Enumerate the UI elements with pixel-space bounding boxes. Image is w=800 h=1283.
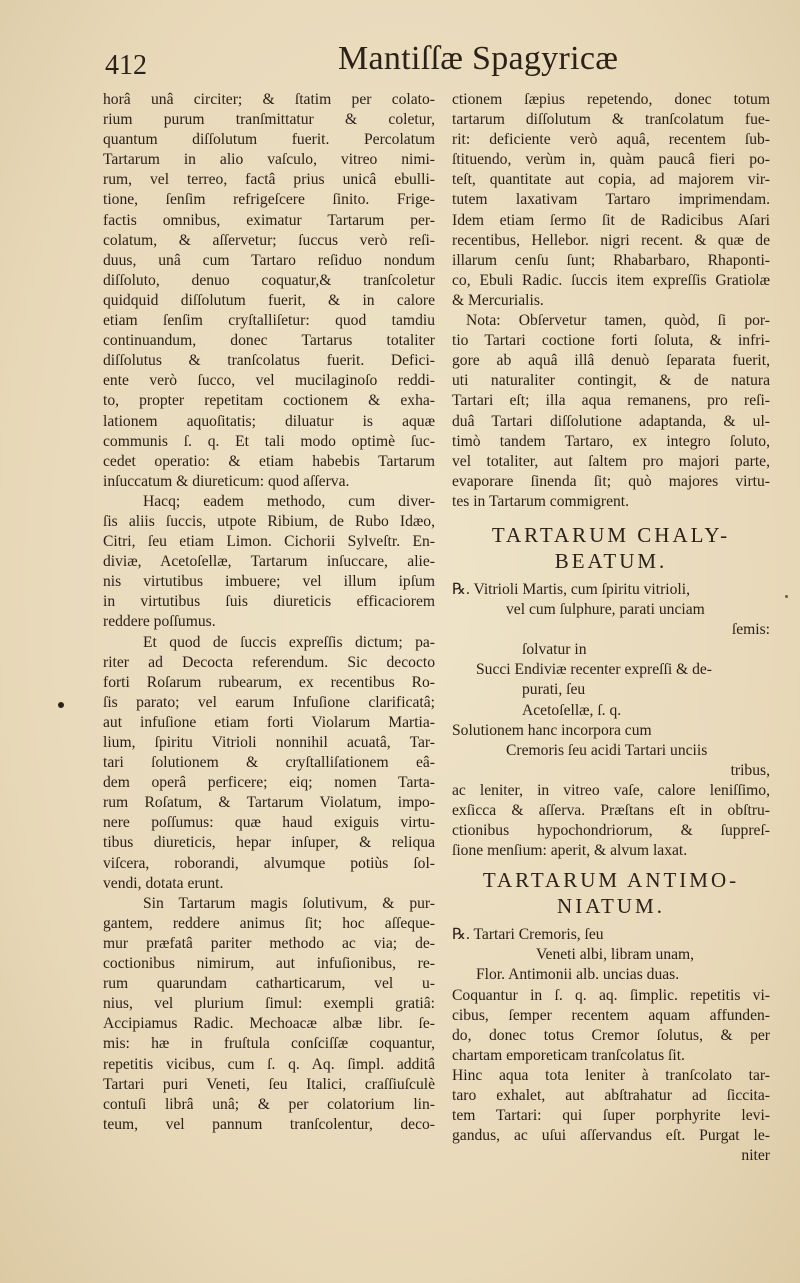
text-line: rum, vel terreo, factâ prius unicâ ebulli- — [103, 171, 435, 189]
text-line: Idem etiam ſermo ſit de Radicibus Aſari — [452, 211, 770, 229]
text-line: tione, ſenſim refrigeſcere ſinito. Frige- — [103, 191, 435, 209]
text-line: repetitis vicibus, cum ſ. q. Aq. ſimpl. additâ — [103, 1055, 435, 1073]
text-line: coctionibus nimirum, aut infuſionibus, re- — [103, 955, 435, 973]
text-line: forti Roſarum rubearum, ex recentibus Ro- — [103, 673, 435, 691]
recipe-line: ℞. Tartari Cremoris, ſeu — [452, 926, 604, 944]
text-line: etiam ſenſim cryſtalliſetur: quod tamdiu — [103, 312, 435, 330]
recipe-line: ſemis: — [731, 621, 770, 639]
text-line: aut infuſione etiam forti Violarum Martia- — [103, 713, 435, 731]
text-line: evaporare ſinenda ſit; quò majores virtu- — [452, 472, 770, 490]
text-line: ctionem ſæpius repetendo, donec totum — [452, 91, 770, 108]
text-line: dem operâ perficere; eiq; nomen Tarta- — [103, 774, 435, 792]
text-line: Tartari eſt; illa aqua remanens, pro reſi- — [452, 392, 770, 410]
text-line: teſt, quantitate aut copia, ad majorem vir- — [452, 171, 770, 189]
text-line: Hinc aqua tota leniter à tranſcolato tar- — [452, 1066, 770, 1084]
text-line: nis virtutibus imbuere; vel illum ipſum — [103, 573, 435, 591]
margin-bullet — [58, 702, 64, 708]
text-line: gore ab aquâ illâ denuò ſeparata fuerit, — [452, 352, 770, 370]
text-line: & Mercurialis. — [452, 291, 544, 309]
text-line: Citri, ſeu etiam Limon. Cichorii Sylveſtr. En- — [103, 533, 435, 551]
text-line: ſis aliis ſuccis, utpote Ribium, de Rubo Idæo, — [103, 512, 435, 530]
text-line: vel totaliter, aut ſaltem pro majori parte, — [452, 452, 770, 470]
text-line: contuſi librâ unâ; & per colatorium lin- — [103, 1095, 435, 1113]
recipe-line: ℞. Vitrioli Martis, cum ſpiritu vitrioli, — [452, 580, 690, 598]
text-line: horâ unâ circiter; & ſtatim per colato- — [103, 91, 435, 108]
paragraph-start-line: Hacq; eadem methodo, cum diver- — [143, 492, 435, 510]
paragraph-start-line: Et quod de ſuccis expreſſis dictum; pa- — [143, 633, 435, 651]
text-line: continuandum, donec Tartarus totaliter — [103, 332, 435, 350]
text-line: quantum diſſolutum fuerit. Percolatum — [103, 131, 435, 149]
recipe-line: Acetoſellæ, ſ. q. — [522, 701, 622, 719]
text-line: mur præfatâ pariter methodo ac via; de- — [103, 934, 435, 952]
recipe-line: Cremoris ſeu acidi Tartari unciis — [506, 741, 708, 759]
text-line: illarum cenſu ſunt; Rhabarbaro, Rhaponti- — [452, 251, 770, 269]
text-line: gantem, reddere animus ſit; hoc aſſeque- — [103, 914, 435, 932]
text-line: rit: deficiente verò aquâ, recentem ſub- — [452, 131, 770, 149]
text-line: timò tandem Tartaro, ex integro ſoluto, — [452, 432, 770, 450]
recipe-line: purati, ſeu — [522, 681, 586, 699]
text-line: lationem aquoſitatis; diluatur is aquæ — [103, 412, 435, 430]
text-line: duus, unâ cum Tartaro reſiduo nondum — [103, 251, 435, 269]
text-line: in virtutibus ſuis diureticis efficaciorem — [103, 593, 435, 611]
text-line: chartam emporeticam tranſcolatus ſit. — [452, 1046, 685, 1064]
text-line: tutem laxativam Tartaro imprimendam. — [452, 191, 770, 209]
recipe-line: Solutionem hanc incorpora cum — [452, 721, 652, 739]
text-line: tio Tartari coctione forti ſoluta, & infri- — [452, 332, 770, 350]
text-line: tem Tartari: qui ſuper porphyrite levi- — [452, 1107, 770, 1125]
paragraph-start-line: Sin Tartarum magis ſolutivum, & pur- — [143, 894, 435, 912]
recipe-line: tribus, — [730, 761, 770, 779]
catchword: niter — [741, 1147, 770, 1165]
text-line: tibus diureticis, hepar inſuper, & reliqua — [103, 834, 435, 852]
text-line: do, donec totus Cremor ſolutus, & per — [452, 1026, 770, 1044]
recipe-line: vel cum ſulphure, parati unciam — [506, 601, 705, 619]
section-heading: TARTARUM CHALY- — [491, 522, 731, 547]
section-heading: NIATUM. — [557, 894, 665, 919]
text-line: diſſoluto, denuo coquatur,& tranſcoletur — [103, 271, 435, 289]
nota-line: Nota: Obſervetur tamen, quòd, ſi por- — [466, 312, 770, 330]
text-line: reddere poſſumus. — [103, 613, 216, 631]
recipe-line: Veneti albi, libram unam, — [536, 946, 695, 964]
text-line: co, Ebuli Radic. ſuccis item expreſſis Gratiolæ — [452, 271, 770, 289]
page-number: 412 — [105, 50, 147, 81]
text-line: communis ſ. q. Et tali modo optimè ſuc- — [103, 432, 435, 450]
text-line: Coquantur in ſ. q. aq. ſimplic. repetitis vi- — [452, 986, 770, 1004]
text-line: riter ad Decocta referendum. Sic decocto — [103, 653, 435, 671]
text-line: duâ Tartari diſſolutione adaptanda, & ul- — [452, 412, 770, 430]
right-column — [452, 90, 770, 1166]
recipe-line: Flor. Antimonii alb. uncias duas. — [476, 966, 680, 984]
text-line: recentibus, Hellebor. nigri recent. & quæ de — [452, 231, 770, 249]
text-line: rum quarundam catharticarum, vel u- — [103, 975, 435, 993]
left-column — [103, 90, 435, 1135]
page-header — [100, 40, 780, 90]
text-line: mis: hæ in fruſtula conſciſſæ coquantur, — [103, 1035, 435, 1053]
recipe-line: ſolvatur in — [522, 641, 587, 659]
text-line: quidquid diſſolutum fuerit, & in calore — [103, 291, 435, 309]
text-line: nere poſſumus: quæ haud exiguis virtu- — [103, 814, 435, 832]
text-line: tes in Tartarum commigrent. — [452, 492, 630, 510]
text-line: Tartarum in alio vaſculo, vitreo nimi- — [103, 151, 435, 169]
running-head: Mantiſſæ Spagyricæ — [338, 40, 619, 77]
text-line: ſione menſium: aperit, & alvum laxat. — [452, 842, 688, 860]
recipe-line: Succi Endiviæ recenter expreſſi & de- — [476, 661, 712, 679]
text-line: tartarum diſſolutum & tranſcolatum fue- — [452, 111, 770, 129]
text-line: factis omnibus, eximatur Tartarum per- — [103, 211, 435, 229]
text-line: exſicca & aſſerva. Præſtans eſt in obſtru- — [452, 802, 770, 819]
text-line: rum Roſatum, & Tartarum Violatum, impo- — [103, 794, 435, 812]
text-line: ſtituendo, verùm in, quàm paucâ fieri po- — [452, 151, 770, 169]
text-line: tari ſolutionem & cryſtalliſationem eâ- — [103, 754, 435, 772]
margin-dot — [785, 595, 788, 598]
section-heading: BEATUM. — [554, 548, 668, 573]
text-line: cedet operatio: & etiam habebis Tartarum — [103, 452, 435, 470]
text-line: ſis parato; vel earum Infuſione clarificatâ; — [103, 693, 435, 711]
text-line: ac leniter, in vitreo vaſe, calore leniſſimo, — [452, 781, 770, 799]
text-line: inſuccatum & diureticum: quod aſſerva. — [103, 472, 350, 490]
text-line: uti naturaliter contingit, & de natura — [452, 372, 770, 390]
text-line: lium, ſpiritu Vitrioli nonnihil acuatâ, Tar- — [103, 734, 435, 751]
text-line: diviæ, Acetoſellæ, Tartarum inſuccare, alie- — [103, 553, 435, 571]
text-line: vendi, dotata erunt. — [103, 874, 224, 892]
text-line: Accipiamus Radic. Mechoacæ albæ libr. ſe- — [103, 1015, 435, 1033]
text-line: ctionibus hypochondriorum, & ſuppreſ- — [452, 822, 770, 840]
text-line: taro exhalet, aut abſtrahatur ad ſiccita- — [452, 1087, 770, 1105]
text-line: rium purum tranſmittatur & coletur, — [103, 111, 435, 129]
text-line: Tartari puri Veneti, ſeu Italici, craſſiuſculè — [103, 1075, 435, 1093]
text-line: nius, vel plurium ſimul: exempli gratiâ: — [103, 995, 435, 1013]
text-line: gandus, ac uſui aſſervandus eſt. Purgat le- — [452, 1127, 770, 1145]
text-line: diſſolutus & tranſcolatus fuerit. Defici- — [103, 352, 435, 370]
text-line: teum, vel pannum tranſcolentur, deco- — [103, 1115, 435, 1133]
text-line: ente verò ſucco, vel mucilaginoſo reddi- — [103, 372, 435, 390]
section-heading: TARTARUM ANTIMO- — [482, 868, 740, 893]
text-line: colatum, & aſſervetur; ſuccus verò reſi- — [103, 231, 435, 249]
text-line: to, propter repetitam coctionem & exha- — [103, 392, 435, 410]
text-line: viſcera, roborandi, alvumque potiùs ſol- — [103, 854, 435, 872]
text-line: cibus, ſemper recentem aquam affunden- — [452, 1006, 770, 1024]
